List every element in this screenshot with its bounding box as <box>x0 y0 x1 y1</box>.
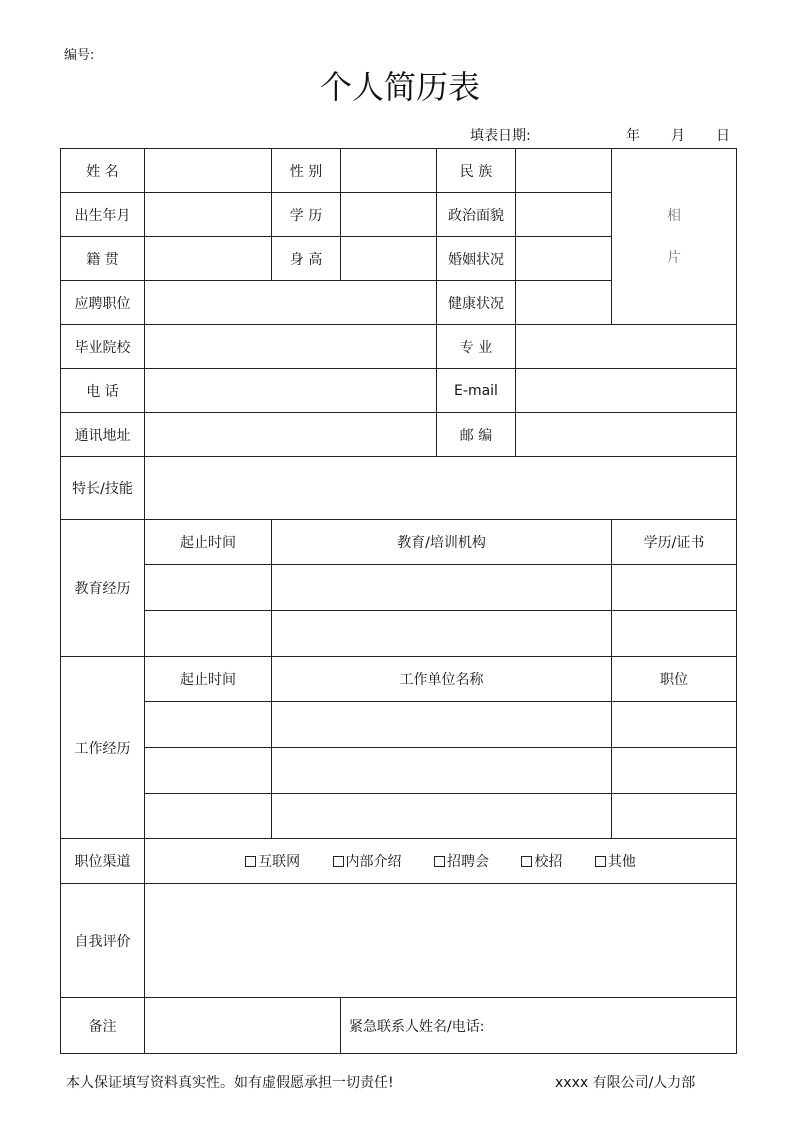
address-field[interactable] <box>145 413 437 457</box>
skills-field[interactable] <box>145 457 737 520</box>
position-applied-field[interactable] <box>145 281 437 325</box>
education-level-label: 学 历 <box>272 193 341 237</box>
channel-option-referral[interactable]: 内部介绍 <box>333 851 402 871</box>
skills-label: 特长/技能 <box>61 457 145 520</box>
height-label: 身 高 <box>272 237 341 281</box>
table-row <box>61 457 737 520</box>
date-month-label: 月 <box>671 128 685 144</box>
self-eval-field[interactable] <box>145 884 737 998</box>
education-col-cert: 学历/证书 <box>612 520 737 565</box>
declaration-text: 本人保证填写资料真实性。如有虚假愿承担一切责任! <box>66 1075 394 1091</box>
photo-label-line1: 相 <box>667 207 681 224</box>
serial-number-label: 编号: <box>64 48 95 63</box>
email-field[interactable] <box>516 369 737 413</box>
ethnicity-label: 民 族 <box>437 149 516 193</box>
education-section-label: 教育经历 <box>61 520 145 657</box>
table-row <box>61 839 737 884</box>
work-position-field[interactable] <box>612 794 737 839</box>
education-level-field[interactable] <box>341 193 437 237</box>
gender-field[interactable] <box>341 149 437 193</box>
school-label: 毕业院校 <box>61 325 145 369</box>
birth-label: 出生年月 <box>61 193 145 237</box>
address-label: 通讯地址 <box>61 413 145 457</box>
date-year-label: 年 <box>626 128 640 144</box>
work-col-time: 起止时间 <box>145 657 272 702</box>
checkbox-icon[interactable] <box>595 856 606 867</box>
education-org-field[interactable] <box>272 611 612 657</box>
height-field[interactable] <box>341 237 437 281</box>
fill-date-label: 填表日期: <box>470 128 531 144</box>
work-section-label: 工作经历 <box>61 657 145 839</box>
table-row <box>61 657 737 702</box>
education-org-field[interactable] <box>272 565 612 611</box>
work-company-field[interactable] <box>272 748 612 794</box>
school-field[interactable] <box>145 325 437 369</box>
major-label: 专 业 <box>437 325 516 369</box>
work-col-company: 工作单位名称 <box>272 657 612 702</box>
education-cert-field[interactable] <box>612 611 737 657</box>
company-name: xxxx 有限公司/人力部 <box>555 1075 696 1091</box>
checkbox-icon[interactable] <box>245 856 256 867</box>
political-label: 政治面貌 <box>437 193 516 237</box>
birth-field[interactable] <box>145 193 272 237</box>
education-time-field[interactable] <box>145 611 272 657</box>
postcode-field[interactable] <box>516 413 737 457</box>
channel-option-campus[interactable]: 校招 <box>521 851 562 871</box>
table-row <box>61 149 737 193</box>
table-row <box>61 794 737 839</box>
table-row <box>61 998 737 1054</box>
checkbox-icon[interactable] <box>434 856 445 867</box>
work-col-position: 职位 <box>612 657 737 702</box>
marital-field[interactable] <box>516 237 612 281</box>
work-position-field[interactable] <box>612 748 737 794</box>
photo-label-line2: 片 <box>667 249 681 266</box>
health-field[interactable] <box>516 281 612 325</box>
political-field[interactable] <box>516 193 612 237</box>
gender-label: 性 别 <box>272 149 341 193</box>
work-company-field[interactable] <box>272 794 612 839</box>
table-row <box>61 565 737 611</box>
table-row <box>61 413 737 457</box>
remarks-field[interactable] <box>145 998 341 1054</box>
checkbox-icon[interactable] <box>333 856 344 867</box>
resume-form <box>60 148 737 1054</box>
ethnicity-field[interactable] <box>516 149 612 193</box>
photo-box[interactable] <box>612 149 737 325</box>
education-col-org: 教育/培训机构 <box>272 520 612 565</box>
marital-label: 婚姻状况 <box>437 237 516 281</box>
work-time-field[interactable] <box>145 748 272 794</box>
table-row <box>61 520 737 565</box>
education-col-time: 起止时间 <box>145 520 272 565</box>
position-applied-label: 应聘职位 <box>61 281 145 325</box>
work-time-field[interactable] <box>145 794 272 839</box>
hometown-label: 籍 贯 <box>61 237 145 281</box>
channel-label: 职位渠道 <box>61 839 145 884</box>
date-day-label: 日 <box>716 128 730 144</box>
health-label: 健康状况 <box>437 281 516 325</box>
email-label: E-mail <box>437 369 516 413</box>
channel-option-internet[interactable]: 互联网 <box>245 851 300 871</box>
checkbox-icon[interactable] <box>521 856 532 867</box>
page-title: 个人简历表 <box>319 68 480 106</box>
name-field[interactable] <box>145 149 272 193</box>
self-eval-label: 自我评价 <box>61 884 145 998</box>
table-row <box>61 702 737 748</box>
work-time-field[interactable] <box>145 702 272 748</box>
channel-option-other[interactable]: 其他 <box>595 851 636 871</box>
table-row <box>61 748 737 794</box>
table-row <box>61 369 737 413</box>
channel-options <box>145 839 737 884</box>
phone-field[interactable] <box>145 369 437 413</box>
postcode-label: 邮 编 <box>437 413 516 457</box>
channel-option-job-fair[interactable]: 招聘会 <box>434 851 489 871</box>
name-label: 姓 名 <box>61 149 145 193</box>
table-row <box>61 884 737 998</box>
emergency-contact-label[interactable]: 紧急联系人姓名/电话: <box>341 998 737 1054</box>
phone-label: 电 话 <box>61 369 145 413</box>
remarks-label: 备注 <box>61 998 145 1054</box>
education-cert-field[interactable] <box>612 565 737 611</box>
education-time-field[interactable] <box>145 565 272 611</box>
work-position-field[interactable] <box>612 702 737 748</box>
hometown-field[interactable] <box>145 237 272 281</box>
table-row <box>61 325 737 369</box>
table-row <box>61 611 737 657</box>
work-company-field[interactable] <box>272 702 612 748</box>
major-field[interactable] <box>516 325 737 369</box>
